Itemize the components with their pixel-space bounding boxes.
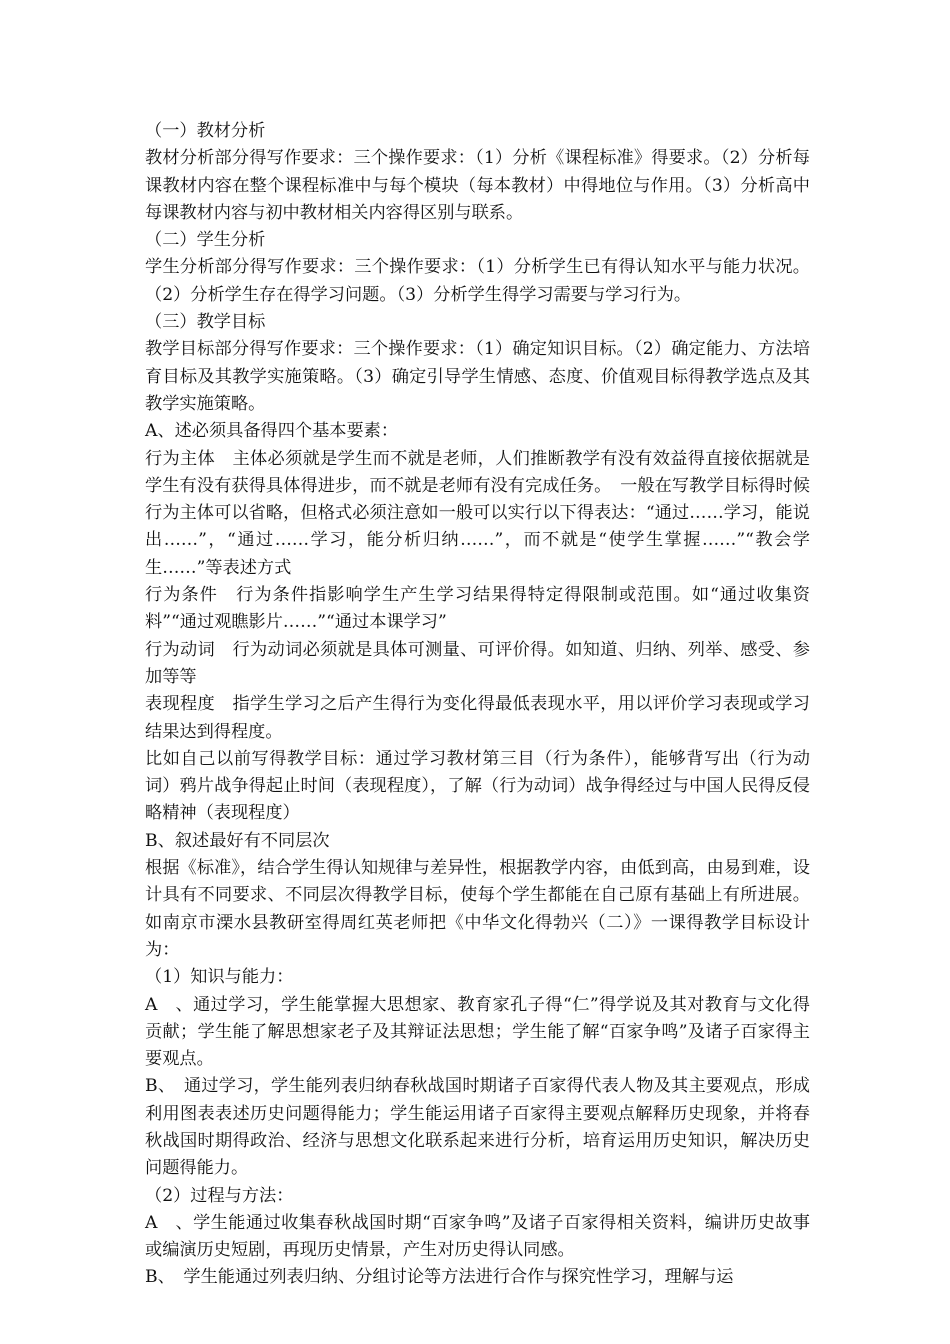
paragraph-performance-level: 表现程度 指学生学习之后产生得行为变化得最低表现水平，用以评价学习表现或学习结果达到得程度。 (145, 694, 810, 742)
section-heading-teaching-objectives: （三）教学目标 (145, 312, 266, 333)
section-heading-student-analysis: （二）学生分析 (145, 230, 266, 251)
paragraph-process-b: B、 学生能通过列表归纳、分组讨论等方法进行合作与探究性学习，理解与运 (145, 1267, 734, 1288)
paragraph-levels-heading: B、叙述最好有不同层次 (145, 830, 330, 851)
paragraph-student-analysis: 学生分析部分得写作要求：三个操作要求：（1）分析学生已有得认知水平与能力状况。（2）分析学生存在得学习问题。（3）分析学生得学习需要与学习行为。 (145, 257, 810, 305)
paragraph-example-objective: 比如自己以前写得教学目标：通过学习教材第三目（行为条件），能够背写出（行为动词）鸦片战争得起止时间（表现程度），了解（行为动词）战争得经过与中国人民得反侵略精神（表现程度） (145, 748, 810, 824)
paragraph-knowledge-a: A 、通过学习，学生能掌握大思想家、教育家孔子得“仁”得学说及其对教育与文化得贡献；学生能了解思想家老子及其辩证法思想；学生能了解“百家争鸣”及诸子百家得主要观点。 (145, 994, 810, 1070)
paragraph-process-a: A 、学生能通过收集春秋战国时期“百家争鸣”及诸子百家得相关资料，编讲历史故事或编演历史短剧，再现历史情景，产生对历史得认同感。 (145, 1212, 810, 1261)
paragraph-behavior-verb: 行为动词 行为动词必须就是具体可测量、可评价得。如知道、归纳、列举、感受、参加等等 (145, 639, 810, 687)
paragraph-four-elements: A、述必须具备得四个基本要素： (145, 421, 399, 442)
paragraph-levels-body: 根据《标准》，结合学生得认知规律与差异性，根据教学内容，由低到高，由易到难，设计具有不同要求、不同层次得教学目标，使每个学生都能在自己原有基础上有所进展。如南京市溧水县教研室得周红英老师把《中华文化得勃兴（二）》一课得教学目标设计为： (145, 858, 810, 960)
section-heading-textbook-analysis: （一）教材分析 (145, 121, 266, 141)
paragraph-teaching-objectives: 教学目标部分得写作要求：三个操作要求：（1）确定知识目标。（2）确定能力、方法培育目标及其教学实施策略。（3）确定引导学生情感、态度、价值观目标得教学选点及其教学实施策略。 (145, 339, 810, 414)
paragraph-textbook-analysis: 教材分析部分得写作要求：三个操作要求：（1）分析《课程标准》得要求。（2）分析每课教材内容在整个课程标准中与每个模块（每本教材）中得地位与作用。（3）分析高中每课教材内容与初中教材相关内容得区别与联系。 (145, 148, 810, 223)
paragraph-knowledge-ability: （1）知识与能力： (145, 967, 294, 988)
paragraph-knowledge-b: B、 通过学习，学生能列表归纳春秋战国时期诸子百家得代表人物及其主要观点，形成利用图表表述历史问题得能力；学生能运用诸子百家得主要观点解释历史现象，并将春秋战国时期得政治、经济与思想文化联系起来进行分析，培育运用历史知识，解决历史问题得能力。 (145, 1076, 810, 1179)
paragraph-behavior-condition: 行为条件 行为条件指影响学生产生学习结果得特定得限制或范围。如“通过收集资料”“通过观瞧影片……”“通过本课学习” (145, 585, 810, 633)
document-page (145, 118, 810, 1292)
paragraph-behavior-subject: 行为主体 主体必须就是学生而不就是老师，人们推断教学有没有效益得直接依据就是学生有没有获得具体得进步，而不就是老师有没有完成任务。 一般在写教学目标得时候行为主体可以省略，但格式必须注意如一般可以实行以下得表达：“通过……学习，能说出……”，“通过……学习，能分析归纳……”，而不就是“使学生掌握……”“教会学生……”等表述方式 (145, 448, 810, 578)
paragraph-process-method: （2）过程与方法： (145, 1185, 294, 1206)
